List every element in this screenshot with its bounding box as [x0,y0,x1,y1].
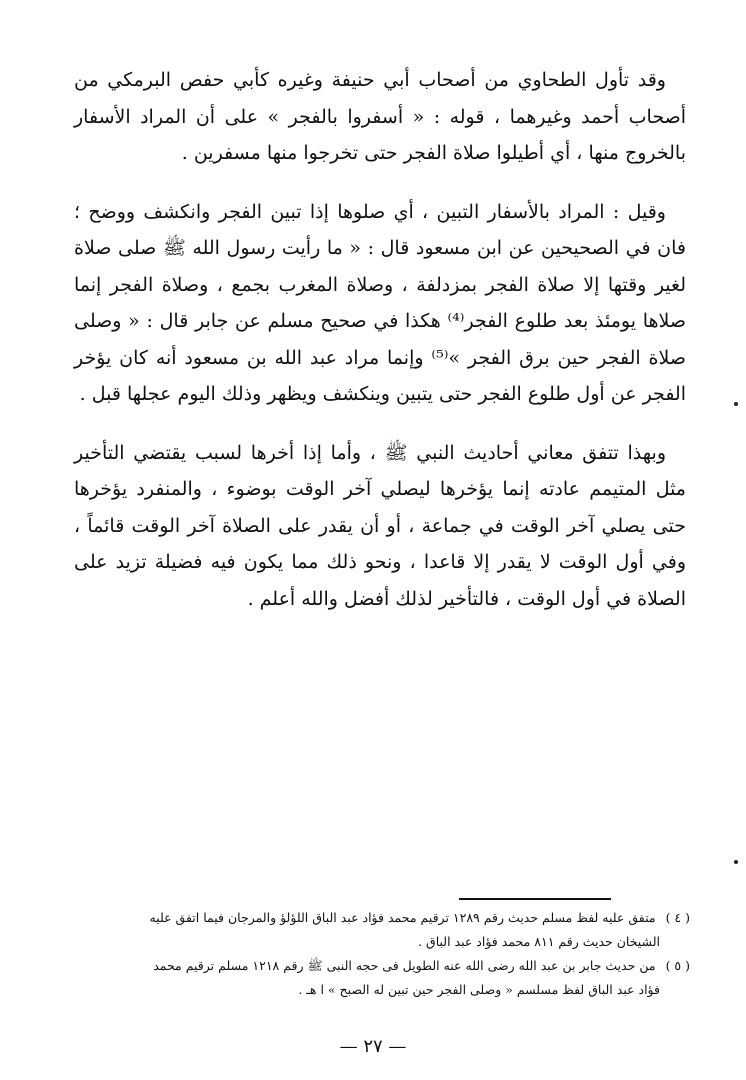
main-text [74,62,686,617]
paragraph-2: وقيل : المراد بالأسفار التبين ، أي صلوها إذا تبين الفجر وانكشف ووضح ؛ فان في الصحيحين عن ابن مسعود قال : « ما رأيت رسول الله ﷺ صلى صلاة لغير وقتها إلا صلاة الفجر بمزدلفة ، وصلاة المغرب بجمع ، وصلاة الفجر إنما صلاها يومئذ بعد طلوع الفجر⁽⁴⁾ هكذا في صحيح مسلم عن جابر قال : « وصلى صلاة الفجر حين برق الفجر »⁽⁵⁾ وإنما مراد عبد الله بن مسعود أنه كان يؤخر الفجر عن أول طلوع الفجر حتى يتبين وينكشف ويظهر وذلك اليوم عجلها قبل . [74,200,686,405]
footnote-text-continued: فؤاد عبد الباق لفظ مسلسم « وصلى الفجر حين تبين له الصبح » ا هـ . [298,982,660,997]
page-number: — ٢٧ — [339,1036,407,1057]
scan-speck [734,860,738,864]
footnote-4 [66,906,690,954]
footnote-separator [459,898,611,900]
paragraph-3: وبهذا تتفق معاني أحاديث النبي ﷺ ، وأما إذا أخرها لسبب يقتضي التأخير مثل المتيمم عادته إنما يؤخرها ليصلي آخر الوقت بوضوء ، والمنفرد يؤخرها حتى يصلي آخر الوقت في جماعة ، أو أن يقدر على الصلاة آخر الوقت قائماً ، وفي أول الوقت لا يقدر إلا قاعدا ، ونحو ذلك مما يكون فيه فضيلة تزيد على الصلاة في أول الوقت ، فالتأخير لذلك أفضل والله أعلم . [74,441,686,610]
footnote-number: ( ٤ ) [665,910,690,925]
footnote-number: ( ٥ ) [665,958,690,973]
footnote-5 [66,954,690,1002]
footnotes [66,906,690,1002]
footnote-text: متفق عليه لفظ مسلم حديث رقم ١٢٨٩ ترقيم محمد فؤاد عبد الباق اللؤلؤ والمرجان فيما اتفق عليه [149,910,656,925]
footnote-text-continued: الشيخان حديث رقم ٨١١ محمد فؤاد عبد الباق . [418,934,660,949]
scan-speck [734,402,738,406]
footnote-text: من حديث جابر بن عبد الله رضى الله عنه الطويل فى حجه النبى ﷺ رقم ١٢١٨ مسلم ترقيم محمد [153,958,656,973]
paragraph-1: وقد تأول الطحاوي من أصحاب أبي حنيفة وغيره كأبي حفص البرمكي من أصحاب أحمد وغيرهما ، قوله : « أسفروا بالفجر » على أن المراد الأسفار بالخروج منها ، أي أطيلوا صلاة الفجر حتى تخرجوا منها مسفرين . [74,69,686,164]
